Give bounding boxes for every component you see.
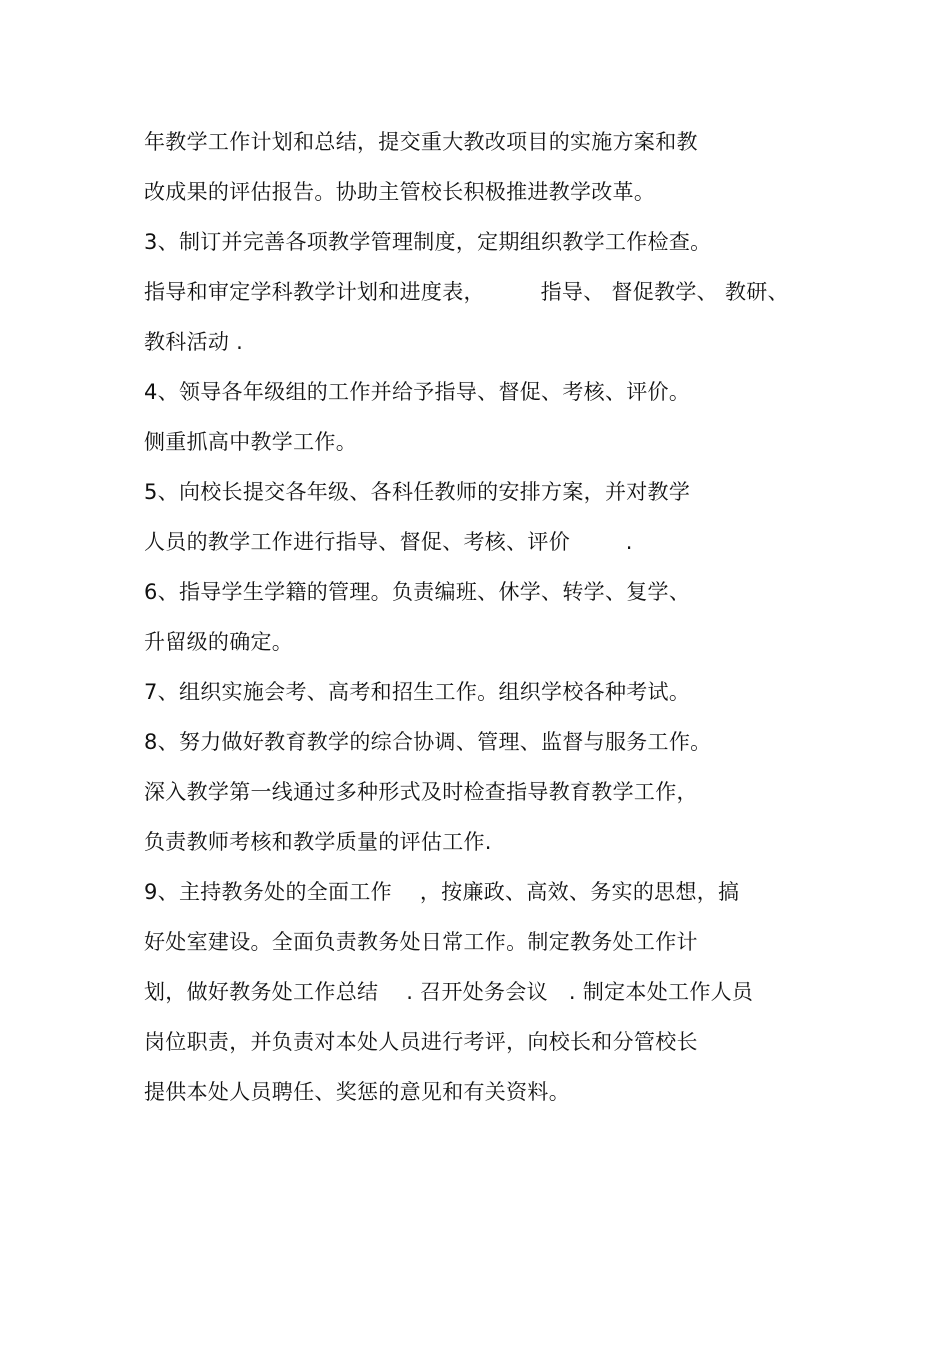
text-line-8: 5、向校长提交各年级、各科任教师的安排方案，并对教学 <box>144 480 691 504</box>
text-line-10: 6、指导学生学籍的管理。负责编班、休学、转学、复学、 <box>144 580 691 604</box>
text-line-6: 4、领导各年级组的工作并给予指导、督促、考核、评价。 <box>144 380 691 404</box>
text-line-14: 深入教学第一线通过多种形式及时检查指导教育教学工作， <box>144 780 698 804</box>
text-line-9: 人员的教学工作进行指导、督促、考核、评价 . <box>144 530 633 554</box>
text-line-12: 7、组织实施会考、高考和招生工作。组织学校各种考试。 <box>144 680 691 704</box>
text-line-18: 划，做好教务处工作总结 . 召开处务会议 . 制定本处工作人员 <box>144 980 754 1004</box>
text-line-11: 升留级的确定。 <box>144 630 294 654</box>
text-line-4: 指导和审定学科教学计划和进度表， 指导、 督促教学、 教研、 <box>144 280 789 304</box>
text-line-17: 好处室建设。全面负责教务处日常工作。制定教务处工作计 <box>144 930 698 954</box>
body-text <box>144 124 844 1124</box>
text-line-20: 提供本处人员聘任、奖惩的意见和有关资料。 <box>144 1080 570 1104</box>
text-line-7: 侧重抓高中教学工作。 <box>144 430 357 454</box>
text-line-2: 改成果的评估报告。协助主管校长积极推进教学改革。 <box>144 180 656 204</box>
text-line-15: 负责教师考核和教学质量的评估工作. <box>144 830 492 854</box>
text-line-1: 年教学工作计划和总结，提交重大教改项目的实施方案和教 <box>144 130 698 154</box>
text-line-3: 3、制订并完善各项教学管理制度，定期组织教学工作检查。 <box>144 230 712 254</box>
text-line-19: 岗位职责，并负责对本处人员进行考评，向校长和分管校长 <box>144 1030 698 1054</box>
text-line-13: 8、努力做好教育教学的综合协调、管理、监督与服务工作。 <box>144 730 712 754</box>
text-line-5: 教科活动 . <box>144 330 244 354</box>
text-line-16: 9、主持教务处的全面工作 ，按廉政、高效、务实的思想，搞 <box>144 880 740 904</box>
